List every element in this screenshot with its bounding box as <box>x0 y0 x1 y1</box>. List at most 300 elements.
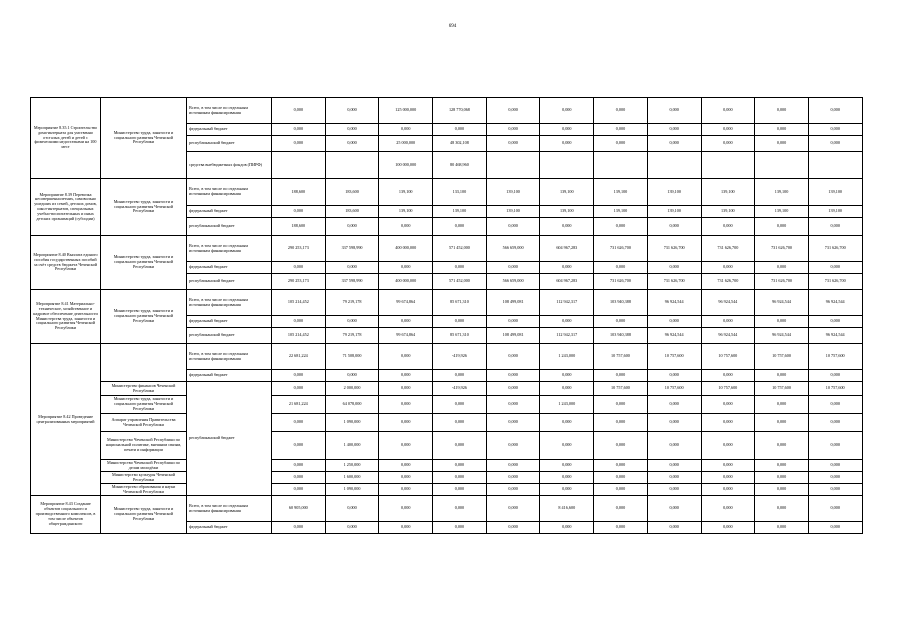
value-cell: 0,000 <box>594 396 648 414</box>
measure-cell: Мероприятие 8.41 Материально-техническое, хозяйственное и кадровое обеспечение деятельности Министерства труда, занятости и социального развития Чеченской Республики <box>31 290 101 344</box>
value-cell: 0,000 <box>701 124 755 136</box>
source-cell: Всего, в том числе по отдельным источникам финансирования <box>187 344 272 370</box>
value-cell: 96 924,544 <box>808 328 862 344</box>
value-cell: 0,000 <box>272 484 326 496</box>
value-cell: 0,000 <box>540 98 594 124</box>
value-cell: 0,000 <box>594 472 648 484</box>
value-cell: 571 452,000 <box>433 274 487 290</box>
value-cell: 0,000 <box>808 484 862 496</box>
value-cell: 125 000,000 <box>379 98 433 124</box>
value-cell: 0,000 <box>594 484 648 496</box>
value-cell: 0,000 <box>325 218 379 236</box>
value-cell: 0,000 <box>594 136 648 152</box>
executor-cell: Министерство финансов Чеченской Республики <box>101 382 187 396</box>
value-cell: 0,000 <box>755 396 809 414</box>
value-cell: 0,000 <box>647 414 701 432</box>
value-cell: 731 626,700 <box>594 236 648 262</box>
value-cell: 0,000 <box>540 432 594 460</box>
table-row <box>31 396 863 414</box>
value-cell: 0,000 <box>272 522 326 534</box>
value-cell: 108 499,081 <box>486 328 540 344</box>
value-cell: 0,000 <box>486 382 540 396</box>
value-cell: 731 626,700 <box>594 274 648 290</box>
value-cell: 0,000 <box>486 344 540 370</box>
value-cell: 96 924,544 <box>701 328 755 344</box>
value-cell: 96 924,544 <box>808 290 862 316</box>
value-cell: 85 671,310 <box>433 328 487 344</box>
source-cell: Всего, в том числе по отдельным источникам финансирования <box>187 496 272 522</box>
value-cell: 139,100 <box>755 206 809 218</box>
value-cell: 2 000,000 <box>325 382 379 396</box>
value-cell: 0,000 <box>272 124 326 136</box>
value-cell: 0,000 <box>540 370 594 382</box>
value-cell: 139,100 <box>433 206 487 218</box>
value-cell: 0,000 <box>433 370 487 382</box>
value-cell: 0,000 <box>433 316 487 328</box>
value-cell: 0,000 <box>379 218 433 236</box>
value-cell: 105 214,452 <box>272 328 326 344</box>
table-row <box>31 236 863 262</box>
value-cell: 0,000 <box>325 496 379 522</box>
value-cell: 0,000 <box>594 370 648 382</box>
page-number: 694 <box>448 24 457 29</box>
value-cell: 0,000 <box>325 98 379 124</box>
measure-cell: Мероприятие 8.39 Перевозка несовершеннолетних, самовольно ушедших из семей, детских домов, школ-интернатов, специальных учебно-воспитательных и иных детских организаций (субсидии) <box>31 179 101 236</box>
value-cell: 0,000 <box>594 522 648 534</box>
value-cell: 0,000 <box>272 98 326 124</box>
source-cell: республиканский бюджет <box>187 274 272 290</box>
value-cell: 96 924,544 <box>755 290 809 316</box>
value-cell: 0,000 <box>540 382 594 396</box>
value-cell: 0,000 <box>379 460 433 472</box>
value-cell: 337 598,990 <box>325 236 379 262</box>
value-cell <box>808 152 862 179</box>
value-cell: 0,000 <box>701 432 755 460</box>
value-cell: 0,000 <box>325 370 379 382</box>
source-cell: федеральный бюджет <box>187 124 272 136</box>
value-cell: 0,000 <box>701 396 755 414</box>
value-cell: 0,000 <box>647 496 701 522</box>
value-cell: 10 757,600 <box>647 344 701 370</box>
measure-cell: Мероприятие 8.40 Выплата единого пособия государственных пособий за счёт средств бюджета Чеченской Республики <box>31 236 101 290</box>
value-cell: 0,000 <box>808 414 862 432</box>
value-cell: 0,000 <box>379 316 433 328</box>
value-cell: 139,100 <box>486 179 540 206</box>
value-cell: 0,000 <box>433 484 487 496</box>
value-cell: 0,000 <box>701 496 755 522</box>
value-cell: 731 626,700 <box>701 236 755 262</box>
value-cell: 0,000 <box>325 262 379 274</box>
value-cell: 0,000 <box>540 262 594 274</box>
value-cell: 139,100 <box>540 179 594 206</box>
value-cell: 0,000 <box>755 496 809 522</box>
value-cell: 112 942,317 <box>540 328 594 344</box>
value-cell: 0,000 <box>379 382 433 396</box>
measure-cell: Мероприятие 8.43 Создание объектов социального и производственного комплексов, в том числе объектов общегражданского <box>31 496 101 534</box>
value-cell <box>540 152 594 179</box>
value-cell: 731 626,700 <box>755 236 809 262</box>
value-cell: 188,600 <box>272 179 326 206</box>
value-cell: 10 757,600 <box>701 382 755 396</box>
table-row <box>31 496 863 522</box>
value-cell: 103 940,388 <box>594 290 648 316</box>
value-cell: 0,000 <box>701 414 755 432</box>
value-cell: 139,100 <box>379 179 433 206</box>
value-cell: -419,926 <box>433 382 487 396</box>
value-cell: 0,000 <box>379 484 433 496</box>
value-cell: 731 626,700 <box>701 274 755 290</box>
value-cell: 0,000 <box>755 472 809 484</box>
source-cell: федеральный бюджет <box>187 206 272 218</box>
value-cell: 99 674,864 <box>379 328 433 344</box>
value-cell: 0,000 <box>701 522 755 534</box>
value-cell: 0,000 <box>647 460 701 472</box>
value-cell: 0,000 <box>379 344 433 370</box>
value-cell: 0,000 <box>272 316 326 328</box>
value-cell: 0,000 <box>433 124 487 136</box>
source-cell: федеральный бюджет <box>187 316 272 328</box>
source-cell: средства внебюджетных фондов (ПИРФ) <box>187 152 272 179</box>
value-cell: 79 219,178 <box>325 328 379 344</box>
value-cell: 0,000 <box>433 460 487 472</box>
value-cell: 10 757,600 <box>808 382 862 396</box>
value-cell: 0,000 <box>379 124 433 136</box>
value-cell: 99 674,864 <box>379 290 433 316</box>
value-cell: 0,000 <box>647 124 701 136</box>
value-cell: 0,000 <box>647 432 701 460</box>
value-cell: 0,000 <box>325 124 379 136</box>
value-cell: 0,000 <box>808 460 862 472</box>
value-cell: 0,000 <box>433 522 487 534</box>
value-cell: 105 214,452 <box>272 290 326 316</box>
value-cell: 0,000 <box>755 432 809 460</box>
value-cell: 566 659,000 <box>486 236 540 262</box>
value-cell: 1 250,000 <box>325 460 379 472</box>
value-cell: 0,000 <box>540 316 594 328</box>
value-cell <box>272 152 326 179</box>
value-cell: 0,000 <box>486 396 540 414</box>
value-cell: 0,000 <box>755 484 809 496</box>
value-cell: 0,000 <box>486 496 540 522</box>
executor-cell: Министерство труда, занятости и социального развития Чеченской Республики <box>101 496 187 534</box>
value-cell: 400 000,000 <box>379 236 433 262</box>
value-cell: 0,000 <box>272 432 326 460</box>
executor-cell: Министерство культуры Чеченской Республики <box>101 472 187 484</box>
value-cell: 0,000 <box>647 98 701 124</box>
value-cell: 21 681,224 <box>272 396 326 414</box>
executor-cell: Министерство труда, занятости и социального развития Чеченской Республики <box>101 290 187 344</box>
value-cell: 0,000 <box>486 460 540 472</box>
value-cell: 0,000 <box>594 218 648 236</box>
value-cell: 0,000 <box>594 460 648 472</box>
value-cell: 0,000 <box>486 432 540 460</box>
value-cell: 731 626,700 <box>647 274 701 290</box>
value-cell: 139,100 <box>647 179 701 206</box>
table-row <box>31 344 863 370</box>
value-cell <box>325 152 379 179</box>
source-cell: республиканский бюджет <box>187 382 272 496</box>
value-cell: 0,000 <box>379 522 433 534</box>
value-cell: 0,000 <box>594 98 648 124</box>
value-cell: 139,100 <box>594 179 648 206</box>
value-cell: 183,600 <box>325 206 379 218</box>
value-cell: 0,000 <box>272 370 326 382</box>
value-cell: 0,000 <box>808 472 862 484</box>
value-cell: 0,000 <box>379 432 433 460</box>
value-cell: 0,000 <box>379 496 433 522</box>
value-cell: 0,000 <box>325 136 379 152</box>
value-cell: 10 757,600 <box>755 382 809 396</box>
value-cell: 1 090,000 <box>325 484 379 496</box>
value-cell: 96 924,544 <box>755 328 809 344</box>
value-cell: 0,000 <box>379 396 433 414</box>
value-cell: 0,000 <box>540 484 594 496</box>
value-cell: 1 090,000 <box>325 414 379 432</box>
value-cell: 0,000 <box>647 316 701 328</box>
value-cell: 0,000 <box>594 124 648 136</box>
value-cell: 0,000 <box>433 396 487 414</box>
value-cell: 0,000 <box>486 370 540 382</box>
value-cell: 0,000 <box>808 98 862 124</box>
executor-cell: Министерство образования и науки Чеченской Республики <box>101 484 187 496</box>
value-cell: 0,000 <box>540 218 594 236</box>
value-cell: 400 000,000 <box>379 274 433 290</box>
value-cell: 0,000 <box>272 262 326 274</box>
value-cell: 0,000 <box>808 396 862 414</box>
value-cell: 0,000 <box>647 396 701 414</box>
executor-cell: Министерство труда, занятости и социального развития Чеченской Республики <box>101 179 187 236</box>
value-cell: 10 757,600 <box>647 382 701 396</box>
value-cell: 0,000 <box>540 124 594 136</box>
source-cell: Всего, в том числе по отдельным источникам финансирования <box>187 179 272 206</box>
value-cell: 0,000 <box>701 98 755 124</box>
value-cell: 100 000,000 <box>379 152 433 179</box>
executor-cell: Министерство Чеченской Республики по национальной политике, внешним связям, печати и информации <box>101 432 187 460</box>
value-cell: 0,000 <box>433 218 487 236</box>
value-cell: 0,000 <box>379 472 433 484</box>
value-cell: 112 942,317 <box>540 290 594 316</box>
value-cell: 85 671,310 <box>433 290 487 316</box>
value-cell: 0,000 <box>486 136 540 152</box>
table-row <box>31 472 863 484</box>
value-cell: 571 452,000 <box>433 236 487 262</box>
measure-cell: Мероприятие 8.42 Проведение централизованных мероприятий <box>31 344 101 496</box>
value-cell: 183,600 <box>325 179 379 206</box>
value-cell: 0,000 <box>486 484 540 496</box>
value-cell: 0,000 <box>272 382 326 396</box>
value-cell <box>594 152 648 179</box>
source-cell: республиканский бюджет <box>187 328 272 344</box>
value-cell: 290 253,173 <box>272 236 326 262</box>
value-cell: 0,000 <box>701 316 755 328</box>
value-cell: 1 400,000 <box>325 432 379 460</box>
value-cell: 128 770,068 <box>433 98 487 124</box>
value-cell: 0,000 <box>594 496 648 522</box>
value-cell: 0,000 <box>701 484 755 496</box>
value-cell: 0,000 <box>755 460 809 472</box>
value-cell: 0,000 <box>755 316 809 328</box>
value-cell: 0,000 <box>486 218 540 236</box>
source-cell: федеральный бюджет <box>187 522 272 534</box>
value-cell: 188,600 <box>272 218 326 236</box>
value-cell: 0,000 <box>808 522 862 534</box>
table-row <box>31 290 863 316</box>
value-cell: 1 600,000 <box>325 472 379 484</box>
value-cell: 0,000 <box>647 370 701 382</box>
value-cell: 133,100 <box>433 179 487 206</box>
value-cell: 10 757,600 <box>808 344 862 370</box>
value-cell: 0,000 <box>433 414 487 432</box>
value-cell: 0,000 <box>755 262 809 274</box>
value-cell: 0,000 <box>755 136 809 152</box>
value-cell: 0,000 <box>433 496 487 522</box>
value-cell: 0,000 <box>647 136 701 152</box>
table-row <box>31 414 863 432</box>
value-cell: 10 757,600 <box>594 382 648 396</box>
value-cell: 0,000 <box>701 218 755 236</box>
value-cell: 0,000 <box>701 262 755 274</box>
value-cell: 139,100 <box>808 206 862 218</box>
value-cell: 0,000 <box>647 218 701 236</box>
value-cell: 0,000 <box>755 522 809 534</box>
value-cell: 139,100 <box>486 206 540 218</box>
value-cell: 731 626,700 <box>808 274 862 290</box>
value-cell: 0,000 <box>540 522 594 534</box>
value-cell: 0,000 <box>755 218 809 236</box>
value-cell: 0,000 <box>325 316 379 328</box>
value-cell: 0,000 <box>808 432 862 460</box>
table-row <box>31 432 863 460</box>
value-cell: 0,000 <box>647 472 701 484</box>
executor-cell: Министерство Чеченской Республики по делам молодёжи <box>101 460 187 472</box>
value-cell: 290 253,173 <box>272 274 326 290</box>
value-cell: 0,000 <box>701 472 755 484</box>
executor-cell: Министерство труда, занятости и социального развития Чеченской Республики <box>101 396 187 414</box>
value-cell: 0,000 <box>486 98 540 124</box>
value-cell: 60 905,000 <box>272 496 326 522</box>
value-cell: 0,000 <box>486 262 540 274</box>
value-cell: 79 219,178 <box>325 290 379 316</box>
measure-cell: Мероприятие 8.35.1 Строительство дома-интерната для умственно отсталых детей и детей с физическими недостатками на 100 мест <box>31 98 101 179</box>
value-cell: 0,000 <box>701 136 755 152</box>
value-cell: 0,000 <box>325 522 379 534</box>
value-cell <box>755 152 809 179</box>
value-cell: 1 243,000 <box>540 396 594 414</box>
value-cell: 1 243,000 <box>540 344 594 370</box>
value-cell: 10 757,600 <box>594 344 648 370</box>
value-cell: 566 659,000 <box>486 274 540 290</box>
value-cell: 0,000 <box>647 484 701 496</box>
value-cell: 0,000 <box>540 136 594 152</box>
value-cell: 139,100 <box>540 206 594 218</box>
value-cell: 0,000 <box>379 414 433 432</box>
value-cell: 0,000 <box>647 522 701 534</box>
value-cell: 0,000 <box>647 262 701 274</box>
value-cell: 0,000 <box>486 414 540 432</box>
value-cell: 0,000 <box>540 414 594 432</box>
value-cell: 0,000 <box>486 522 540 534</box>
value-cell: 64 078,000 <box>325 396 379 414</box>
value-cell: 0,000 <box>808 136 862 152</box>
value-cell: 0,000 <box>594 432 648 460</box>
value-cell: 0,000 <box>433 262 487 274</box>
value-cell: 80 468,960 <box>433 152 487 179</box>
value-cell <box>486 152 540 179</box>
value-cell: 0,000 <box>808 370 862 382</box>
value-cell: 0,000 <box>272 414 326 432</box>
value-cell: 604 967,283 <box>540 236 594 262</box>
source-cell: республиканский бюджет <box>187 218 272 236</box>
value-cell <box>701 152 755 179</box>
source-cell: федеральный бюджет <box>187 262 272 274</box>
value-cell: 0,000 <box>755 98 809 124</box>
value-cell: 731 626,700 <box>647 236 701 262</box>
value-cell: 0,000 <box>808 496 862 522</box>
value-cell: 731 626,700 <box>755 274 809 290</box>
budget-table <box>30 97 863 534</box>
value-cell: 139,100 <box>808 179 862 206</box>
table-row <box>31 98 863 124</box>
value-cell: 0,000 <box>701 370 755 382</box>
value-cell: 96 924,544 <box>647 290 701 316</box>
value-cell: 0,000 <box>272 460 326 472</box>
value-cell: 96 924,544 <box>701 290 755 316</box>
value-cell: 25 000,000 <box>379 136 433 152</box>
value-cell: 139,100 <box>701 179 755 206</box>
value-cell: -419,926 <box>433 344 487 370</box>
value-cell: 0,000 <box>540 472 594 484</box>
table-row <box>31 460 863 472</box>
value-cell: 139,100 <box>755 179 809 206</box>
value-cell: 0,000 <box>433 472 487 484</box>
value-cell: 0,000 <box>808 124 862 136</box>
value-cell: 0,000 <box>808 218 862 236</box>
value-cell: 731 626,700 <box>808 236 862 262</box>
value-cell: 604 967,283 <box>540 274 594 290</box>
value-cell: 0,000 <box>701 460 755 472</box>
value-cell: 0,000 <box>594 262 648 274</box>
executor-cell: Министерство труда, занятости и социального развития Чеченской Республики <box>101 236 187 290</box>
value-cell: 0,000 <box>755 414 809 432</box>
source-cell: Всего, в том числе по отдельным источникам финансирования <box>187 98 272 124</box>
executor-cell: Министерство труда, занятости и социального развития Чеченской Республики <box>101 98 187 179</box>
executor-cell <box>101 344 187 382</box>
value-cell: 108 499,081 <box>486 290 540 316</box>
value-cell: 48 302,108 <box>433 136 487 152</box>
value-cell: 139,100 <box>379 206 433 218</box>
value-cell: 139,100 <box>647 206 701 218</box>
source-cell: республиканский бюджет <box>187 136 272 152</box>
value-cell: 22 681,224 <box>272 344 326 370</box>
source-cell: Всего, в том числе по отдельным источникам финансирования <box>187 236 272 262</box>
value-cell: 10 757,600 <box>701 344 755 370</box>
value-cell: 0,000 <box>486 124 540 136</box>
executor-cell: Аппарат управления Правительства Чеченской Республики <box>101 414 187 432</box>
value-cell: 0,000 <box>486 472 540 484</box>
value-cell: 0,000 <box>808 316 862 328</box>
value-cell: 0,000 <box>379 370 433 382</box>
value-cell: 0,000 <box>379 262 433 274</box>
source-cell: Всего, в том числе по отдельным источникам финансирования <box>187 290 272 316</box>
value-cell: 0,000 <box>594 316 648 328</box>
value-cell: 0,000 <box>808 262 862 274</box>
value-cell <box>647 152 701 179</box>
value-cell: 0,000 <box>272 206 326 218</box>
value-cell: 139,100 <box>594 206 648 218</box>
value-cell: 139,100 <box>701 206 755 218</box>
value-cell: 337 598,990 <box>325 274 379 290</box>
value-cell: 10 757,600 <box>755 344 809 370</box>
